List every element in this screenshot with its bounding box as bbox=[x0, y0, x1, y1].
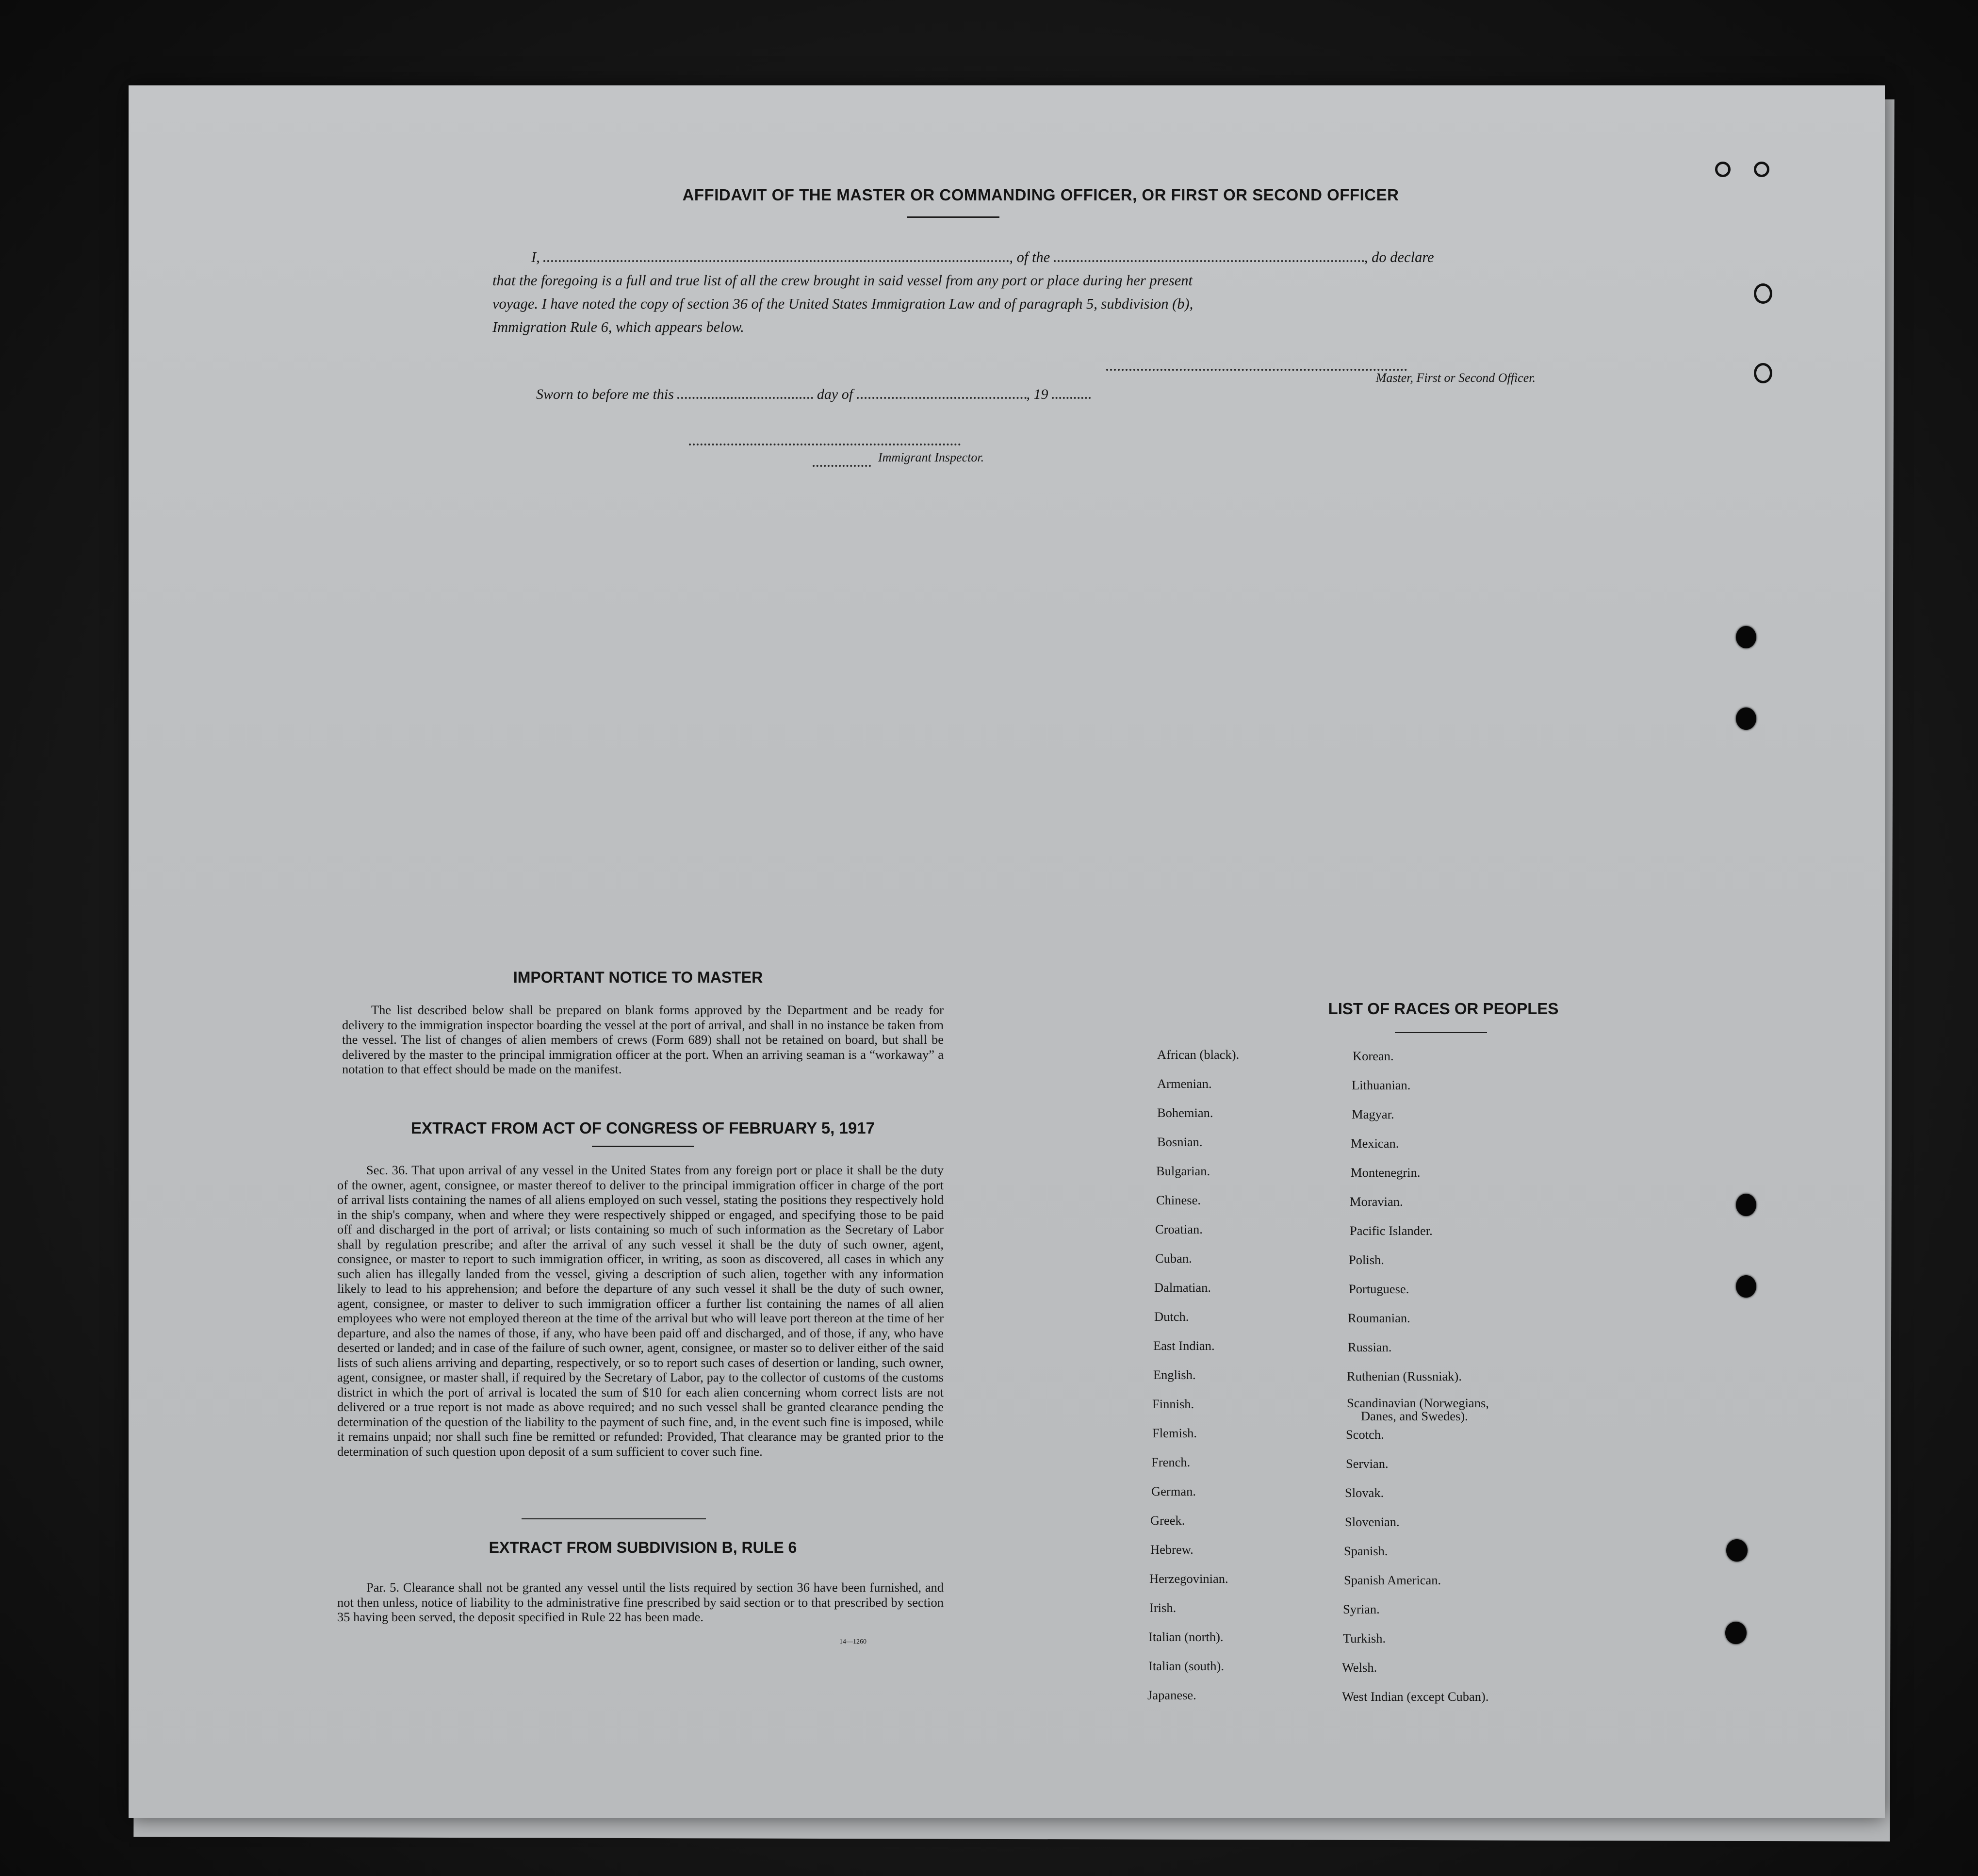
extract-rule-text-block bbox=[337, 1580, 944, 1625]
race-item: Croatian. bbox=[1155, 1222, 1203, 1236]
race-item: Dalmatian. bbox=[1154, 1280, 1211, 1295]
race-item: Japanese. bbox=[1147, 1688, 1196, 1702]
affidavit-title: AFFIDAVIT OF THE MASTER OR COMMANDING OFFICER, OR FIRST OR SECOND OFFICER bbox=[682, 186, 1399, 204]
section-divider bbox=[522, 1518, 706, 1519]
small-ring-hole bbox=[1754, 162, 1769, 177]
affidavit-line-3: voyage. I have noted the copy of section 36 of the United States Immigration Law and of paragraph 5, subdivision (b), bbox=[492, 296, 1193, 312]
race-item: Lithuanian. bbox=[1352, 1078, 1411, 1092]
race-item: Moravian. bbox=[1350, 1194, 1403, 1209]
race-item: Portuguese. bbox=[1349, 1282, 1409, 1296]
race-item: Hebrew. bbox=[1150, 1542, 1193, 1557]
race-item: Chinese. bbox=[1156, 1193, 1201, 1207]
punch-hole bbox=[1726, 1539, 1748, 1562]
inspector-signature-line[interactable] bbox=[689, 444, 961, 445]
race-item: Danes, and Swedes). bbox=[1361, 1409, 1468, 1423]
notice-text-block bbox=[342, 1003, 944, 1077]
affidavit-line-2: that the foregoing is a full and true list of all the crew brought in said vessel from any port or place during her present bbox=[492, 272, 1193, 289]
section-36-paragraph: Sec. 36. That upon arrival of any vessel in the United States from any foreign port or place it shall be the duty of the owner, agent, consignee, or master thereof to deliver to the principal immigration officer in charge of the port of arrival lists containing the names of all aliens employed on such vessel, stating the positions they respectively hold in the ship's company, when and where they were respectively shipped or engaged, and specifying those to be paid off and discharged in the port of arrival; or lists containing so much of such information as the Secretary of Labor shall by regulation prescribe; and after the arrival of any such vessel it shall be the duty of such owner, agent, consignee, or master to report to such immigration officer, in writing, as soon as discovered, all cases in which any such alien has illegally landed from the vessel, giving a description of such alien, together with any information likely to lead to his apprehension; and before the departure of any such vessel it shall be the duty of such owner, agent, consignee, or master to deliver to such immigration officer a further list containing the names of all alien employees who were not employed thereon at the time of the arrival but who will leave port thereon at the time of her departure, and also the names of those, if any, who have been paid off and discharged, and of those, if any, who have deserted or landed; and in case of the failure of such owner, agent, consignee, or master so to deliver either of the said lists of such aliens arriving and departing, respectively, or so to report such cases of desertion or landing, such owner, agent, consignee, or master shall, if required by the Secretary of Labor, pay to the collector of customs of the customs district in which the port of arrival is located the sum of $10 for each alien concerning whom correct lists are not delivered or a true report is not made as above required; and no such vessel shall be granted clearance pending the determination of the question of the liability to the payment of such fine, and, in the event such fine is imposed, while it remains unpaid; nor shall such fine be remitted or refunded: Provided, That clearance may be granted prior to the determination of such question upon deposit of a sum sufficient to cover such fine. bbox=[337, 1163, 944, 1459]
race-item: French. bbox=[1151, 1455, 1191, 1469]
inspector-leader-dots bbox=[813, 465, 871, 467]
race-item: West Indian (except Cuban). bbox=[1342, 1689, 1489, 1704]
race-item: Polish. bbox=[1349, 1252, 1384, 1267]
paragraph-5: Par. 5. Clearance shall not be granted any vessel until the lists required by section 36 have been furnished, and not then unless, notice of liability to the administrative fine prescribed by said section or to that prescribed by section 35 having been served, the deposit specified in Rule 22 has been made. bbox=[337, 1580, 944, 1624]
inspector-label: Immigrant Inspector. bbox=[878, 450, 984, 464]
year-blank[interactable] bbox=[1052, 391, 1091, 399]
race-item: Bosnian. bbox=[1157, 1135, 1203, 1149]
race-item: Ruthenian (Russniak). bbox=[1347, 1369, 1462, 1383]
race-item: German. bbox=[1151, 1484, 1196, 1498]
extract-act-text-block bbox=[337, 1163, 944, 1459]
title-rule bbox=[907, 216, 999, 218]
race-item: Servian. bbox=[1346, 1456, 1389, 1471]
day-blank[interactable] bbox=[677, 391, 813, 399]
race-item: Russian. bbox=[1348, 1340, 1392, 1354]
sworn-text: Sworn to before me this bbox=[536, 386, 674, 402]
race-item: Slovenian. bbox=[1345, 1514, 1400, 1529]
race-item: Montenegrin. bbox=[1351, 1165, 1421, 1180]
race-item: Bulgarian. bbox=[1156, 1164, 1210, 1178]
race-item: Spanish American. bbox=[1344, 1573, 1441, 1587]
punch-hole bbox=[1736, 626, 1756, 648]
affidavit-of-the: , of the bbox=[1009, 249, 1050, 265]
punch-hole bbox=[1725, 1622, 1747, 1644]
extract-rule-title: EXTRACT FROM SUBDIVISION B, RULE 6 bbox=[489, 1539, 797, 1556]
race-item: English. bbox=[1153, 1367, 1196, 1382]
small-ring-hole bbox=[1715, 162, 1731, 177]
day-of-text: day of bbox=[817, 386, 853, 402]
vessel-blank[interactable] bbox=[1054, 254, 1364, 262]
punch-hole bbox=[1736, 708, 1756, 730]
race-item: Irish. bbox=[1149, 1600, 1177, 1615]
affidavit-line-1 bbox=[492, 246, 1565, 269]
race-item: Scandinavian (Norwegians, bbox=[1347, 1396, 1489, 1410]
races-rule bbox=[1395, 1032, 1487, 1033]
race-item: Korean. bbox=[1353, 1049, 1394, 1063]
race-item: Welsh. bbox=[1342, 1660, 1377, 1675]
affidavit-line-4: Immigration Rule 6, which appears below. bbox=[492, 319, 744, 335]
punch-hole bbox=[1736, 1194, 1756, 1216]
race-item: Finnish. bbox=[1152, 1397, 1194, 1411]
affidavit-declare: , do declare bbox=[1364, 249, 1434, 265]
race-item: Herzegovinian. bbox=[1149, 1571, 1228, 1586]
race-item: Bohemian. bbox=[1157, 1105, 1213, 1120]
race-item: Italian (south). bbox=[1148, 1659, 1225, 1673]
races-title: LIST OF RACES OR PEOPLES bbox=[1328, 1000, 1559, 1018]
sworn-line bbox=[536, 386, 1091, 403]
ring-hole bbox=[1754, 363, 1772, 383]
race-item: Syrian. bbox=[1343, 1602, 1380, 1616]
signature-label: Master, First or Second Officer. bbox=[1375, 371, 1536, 385]
notice-title: IMPORTANT NOTICE TO MASTER bbox=[513, 969, 763, 986]
race-item: Mexican. bbox=[1351, 1136, 1399, 1151]
race-item: Turkish. bbox=[1343, 1631, 1386, 1646]
extract-act-title: EXTRACT FROM ACT OF CONGRESS OF FEBRUARY 5, 1917 bbox=[411, 1119, 875, 1137]
year-prefix: , 19 bbox=[1026, 386, 1048, 402]
manifest-sheet bbox=[129, 85, 1885, 1818]
race-item: Dutch. bbox=[1154, 1309, 1189, 1324]
race-item: Scotch. bbox=[1346, 1427, 1384, 1442]
ring-hole bbox=[1754, 283, 1772, 304]
race-item: East Indian. bbox=[1153, 1338, 1215, 1353]
race-item: Pacific Islander. bbox=[1350, 1223, 1433, 1238]
race-item: Armenian. bbox=[1157, 1076, 1212, 1091]
race-item: Magyar. bbox=[1352, 1107, 1394, 1121]
race-item: Spanish. bbox=[1344, 1544, 1388, 1558]
race-item: Flemish. bbox=[1152, 1426, 1197, 1440]
form-number: 14—1260 bbox=[839, 1638, 866, 1646]
race-item: Roumanian. bbox=[1348, 1311, 1410, 1325]
affidavit-i: I, bbox=[531, 249, 540, 265]
race-item: Cuban. bbox=[1155, 1251, 1192, 1266]
race-item: Slovak. bbox=[1345, 1485, 1384, 1500]
name-blank[interactable] bbox=[543, 254, 1009, 262]
punch-hole bbox=[1736, 1275, 1756, 1298]
month-blank[interactable] bbox=[857, 391, 1027, 399]
race-item: Greek. bbox=[1150, 1513, 1185, 1528]
race-item: Italian (north). bbox=[1148, 1629, 1224, 1644]
affidavit-body bbox=[492, 246, 1565, 339]
extract-act-rule bbox=[592, 1146, 694, 1147]
race-item: African (black). bbox=[1157, 1047, 1240, 1062]
notice-paragraph: The list described below shall be prepared on blank forms approved by the Department and be ready for delivery to the immigration inspector boarding the vessel at the port of arrival, and shall in no instance be taken from the vessel. The list of changes of alien members of crews (Form 689) shall not be retained on board, but shall be delivered by the master to the principal immigration officer at the port. When an arriving seaman is a “workaway” a notation to that effect should be made on the manifest. bbox=[342, 1003, 944, 1076]
